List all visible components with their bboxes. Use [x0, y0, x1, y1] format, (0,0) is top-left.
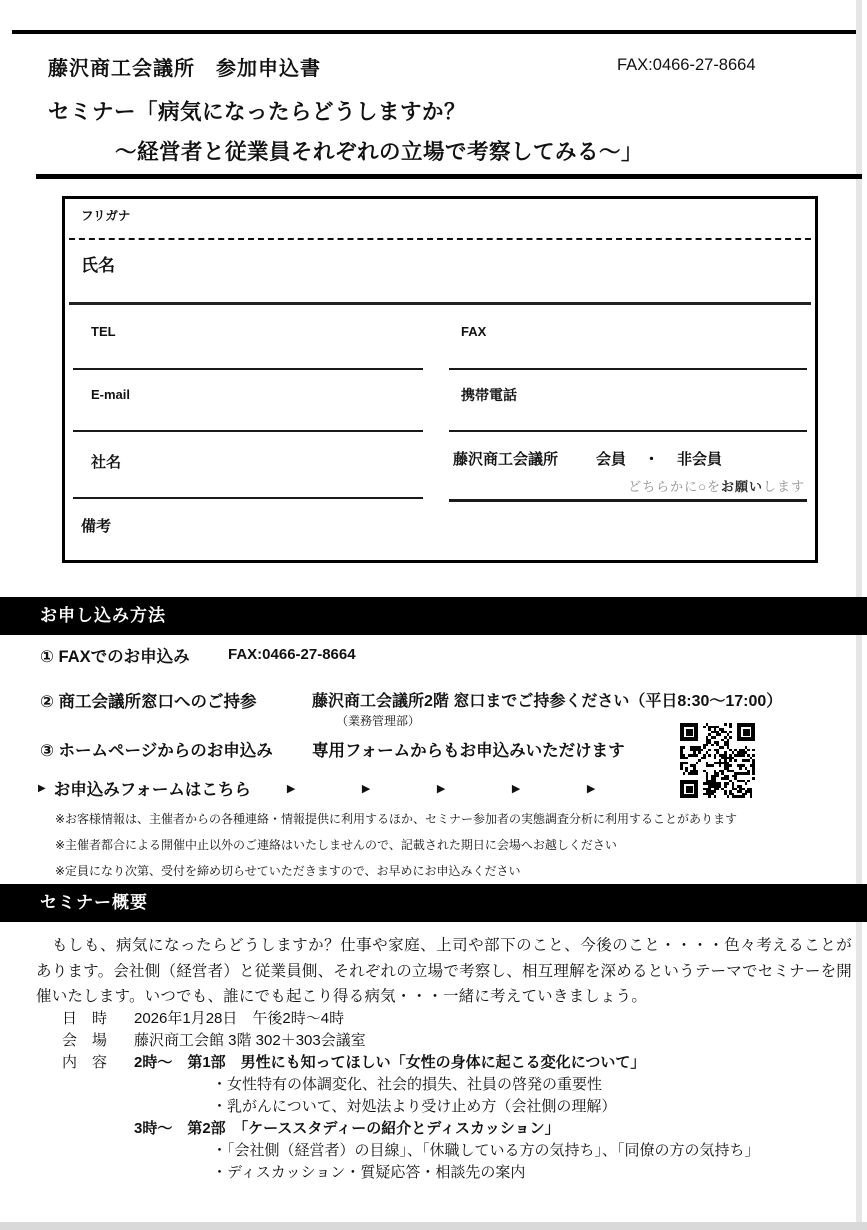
- qr-finder-icon: [737, 723, 755, 741]
- seminar-title-line2: ～経営者と従業員それぞれの立場で考察してみる～」: [115, 140, 644, 164]
- program-session-2: 3時～ 第2部 「ケーススタディーの紹介とディスカッション」: [134, 1120, 560, 1137]
- note-cancellation: ※主催者都合による開催中止以外のご連絡はいたしませんので、記載された期日に会場へお越しください: [55, 838, 617, 852]
- application-form-table: [62, 196, 818, 563]
- furigana-dashed-line: [69, 238, 811, 240]
- email-field[interactable]: [155, 379, 423, 427]
- fax-label: FAX: [461, 324, 487, 339]
- note-capacity: ※定員になり次第、受付を締め切らせていただきますので、お早めにお申込みください: [55, 864, 521, 878]
- furigana-field[interactable]: [175, 201, 807, 237]
- method2-description: 藤沢商工会議所2階 窓口までご持参ください（平日8:30～17:00）: [312, 693, 783, 710]
- membership-note-post: します: [762, 479, 805, 494]
- mobile-label: 携帯電話: [461, 387, 517, 403]
- page-title: 藤沢商工会議所 参加申込書: [48, 58, 321, 80]
- furigana-label: フリガナ: [81, 209, 131, 223]
- seminar-details: [62, 1008, 760, 1184]
- member-option[interactable]: 会員: [596, 451, 627, 468]
- program-bullet: ・女性特有の体調変化、社会的損失、社員の啓発の重要性: [212, 1076, 603, 1093]
- company-field[interactable]: [145, 444, 423, 494]
- membership-row: [453, 448, 722, 469]
- arrow-icon: ▶: [511, 782, 521, 795]
- note-privacy: ※お客様情報は、主催者からの各種連絡・情報提供に利用するほか、セミナー参加者の実態調査分析に利用することがあります: [55, 812, 738, 826]
- fax-field[interactable]: [505, 317, 805, 365]
- method1-fax-number: FAX:0466-27-8664: [228, 646, 356, 663]
- application-form-link-row: [38, 776, 662, 800]
- name-row-rule: [69, 302, 811, 305]
- method1-label: ① FAXでのお申込み: [40, 648, 190, 666]
- name-label: 氏名: [81, 256, 115, 275]
- tel-label: TEL: [91, 324, 116, 339]
- arrow-trail: [287, 782, 662, 795]
- seminar-title-line1: セミナー「病気になったらどうしますか？: [48, 100, 467, 124]
- membership-note-bold: お願い: [720, 479, 763, 494]
- venue-value: 藤沢商工会館 3階 302＋303会議室: [134, 1032, 366, 1049]
- membership-org-label: 藤沢商工会議所: [453, 451, 559, 468]
- program-bullet: ・「会社側（経営者）の目線」、「休職している方の気持ち」、「同僚の方の気持ち」: [212, 1142, 760, 1159]
- tel-field[interactable]: [135, 317, 423, 365]
- mobile-field-line: [449, 430, 807, 432]
- apply-method-banner: お申し込み方法: [0, 597, 867, 635]
- program-session-1: 2時～ 第1部 男性にも知ってほしい「女性の身体に起こる変化について」: [134, 1054, 646, 1071]
- page-bottom-edge: [0, 1222, 867, 1230]
- arrow-icon: ▶: [38, 782, 46, 794]
- application-form-link[interactable]: お申込みフォームはこちら: [53, 781, 251, 799]
- detail-row-datetime: [62, 1008, 760, 1030]
- remarks-label: 備考: [81, 518, 112, 535]
- header-fax-number: FAX:0466-27-8664: [617, 56, 756, 74]
- seminar-overview-banner: セミナー概要: [0, 884, 867, 922]
- program-bullet: ・乳がんについて、対処法より受け止め方（会社側の理解）: [212, 1098, 617, 1115]
- method2-department-note: （業務管理部）: [336, 714, 421, 728]
- datetime-value: 2026年1月28日 午後2時～4時: [134, 1010, 345, 1027]
- arrow-icon: ▶: [436, 782, 446, 795]
- qr-code: [680, 723, 755, 798]
- program-bullet: ・ディスカッション・質疑応答・相談先の案内: [212, 1164, 526, 1181]
- venue-label: 会 場: [62, 1032, 108, 1049]
- remarks-field[interactable]: [145, 507, 807, 559]
- top-rule: [12, 30, 858, 34]
- email-field-line: [73, 430, 423, 432]
- email-label: E-mail: [91, 387, 131, 402]
- company-label: 社名: [91, 454, 122, 471]
- membership-note-pre: どちらかに○を: [628, 479, 721, 494]
- arrow-icon: ▶: [286, 782, 296, 795]
- mobile-field[interactable]: [535, 379, 805, 427]
- nonmember-option[interactable]: 非会員: [677, 451, 723, 468]
- arrow-icon: ▶: [361, 782, 371, 795]
- method3-label: ③ ホームページからのお申込み: [40, 742, 273, 760]
- qr-finder-icon: [680, 723, 698, 741]
- arrow-icon: ▶: [586, 782, 596, 795]
- fax-field-line: [449, 368, 807, 370]
- datetime-label: 日 時: [62, 1010, 108, 1027]
- qr-finder-icon: [680, 780, 698, 798]
- tel-field-line: [73, 368, 423, 370]
- name-field[interactable]: [175, 244, 807, 299]
- membership-circle-note: [628, 476, 805, 495]
- title-separator-rule: [36, 174, 862, 179]
- detail-row-venue: [62, 1030, 760, 1052]
- method2-label: ② 商工会議所窓口へのご持参: [40, 693, 257, 711]
- seminar-description: もしも、病気になったらどうしますか？仕事や家庭、上司や部下のこと、今後のこと・・・・色々考えることがあります。会社側（経営者）と従業員側、それぞれの立場で考察し、相互理解を深めるというテーマでセミナーを開催いたします。いつでも、誰にでも起こり得る病気・・・一緒に考えていきましょう。: [36, 937, 852, 1005]
- membership-dot: ・: [644, 451, 660, 468]
- detail-row-contents: [62, 1052, 760, 1074]
- company-field-line: [73, 497, 423, 499]
- contents-label: 内 容: [62, 1054, 108, 1071]
- method3-description: 専用フォームからもお申込みいただけます: [312, 742, 625, 760]
- membership-row-line: [449, 499, 807, 502]
